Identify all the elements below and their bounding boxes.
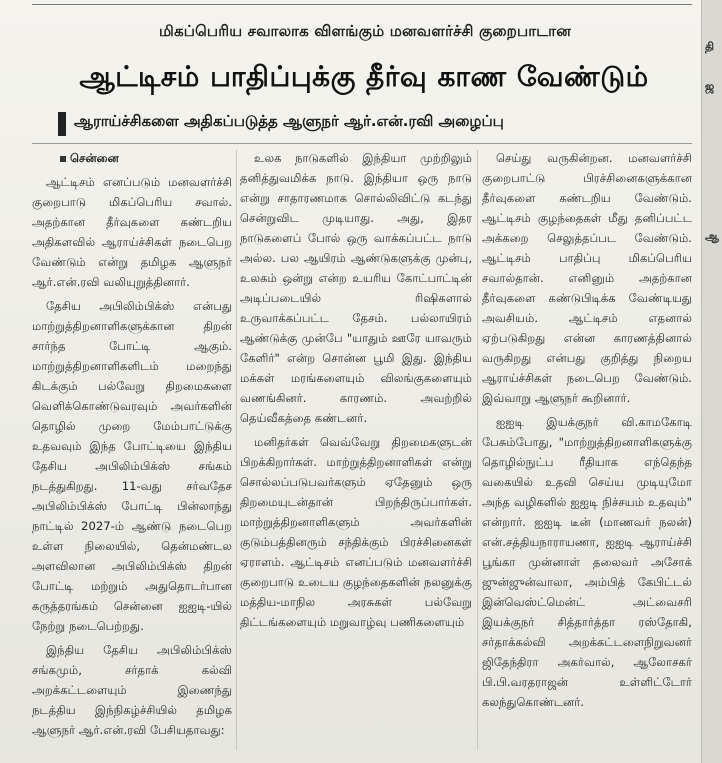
dateline: சென்னை (46, 148, 119, 168)
column-3 (482, 148, 692, 712)
paragraph: இந்திய தேசிய அபிலிம்பிக்ஸ் சங்கமும், சர்தாக் கல்வி அறக்கட்டளையும் இணைந்து நடத்திய இந்நிகழ்ச்சியில் தமிழக ஆளுநர் ஆர்.என்.ரவி பேசியதாவது: (32, 643, 232, 737)
column-1 (32, 148, 232, 740)
paragraph: செய்து வருகின்றன. மனவளர்ச்சி குறைபாட்டு பிரச்சினைகளுக்கான தீர்வுகளை கண்டறிய வேண்டும். ஆட்டிசம் குழந்தைகள் மீது தனிப்பட்ட அக்கறை செலுத்தப்பட வேண்டும். ஆட்டிசம் பாதிப்பு மிகப்பெரிய சவால்தான். எனினும் அதற்கான தீர்வுகளை கண்டுபிடிக்க வேண்டியது அவசியம். ஆட்டிசம் எதனால் ஏற்படுகிறது என்ன காரணத்தினால் வருகிறது என்பது குறித்து நிறைய ஆராய்ச்சிகள் நடைபெற வேண்டும். இவ்வாறு ஆளுநர் கூறினார். (482, 151, 692, 405)
subheadline: ஆராய்ச்சிகளை அதிகப்படுத்த ஆளுநர் ஆர்.என்.ரவி அழைப்பு (74, 112, 504, 130)
top-rule (32, 4, 692, 5)
column-divider (477, 150, 478, 750)
paragraph: ஐஐடி இயக்குநர் வி.காமகோடி பேசும்போது, "மாற்றுத்திறனாளிகளுக்கு தொழில்நுட்ப ரீதியாக எந்தெந்த வகையில் உதவி செய்ய முடியுமோ அந்த வழிகளில் ஐஐடி நிச்சயம் உதவும்" என்றார். ஐஐடி டீன் (மாணவர் நலன்) என்.சத்தியநாராயணா, ஐஐடி ஆராய்ச்சி பூங்கா முன்னாள் தலைவர் அசோக் ஜுன்ஜுன்வாலா, அம்பித் கேபிட்டல் இன்வெஸ்ட்மென்ட் அட்வைசரி இயக்குநர் சித்தார்த்தா ரஸ்தோகி, சர்தாக்கல்வி அறக்கட்டளைநிறுவனர் ஜிதேந்திரா அகர்வால், ஆலோசகர் பி.பி.வரதராஜன் உள்ளிட்டோர் கலந்துகொண்டனர். (482, 415, 692, 709)
header-rule (32, 143, 692, 144)
adjacent-fragment: ஆ (705, 230, 719, 243)
paragraph: மனிதர்கள் வெவ்வேறு திறமைகளுடன் பிறக்கிறார்கள். மாற்றுத்திறனாளிகள் என்று சொல்லப்படுபவர்களும் ஏதேனும் ஒரு திறமையுடன்தான் பிறந்திருப்பார்கள். மாற்றுத்திறனாளிகளும் அவர்களின் குடும்பத்தினரும் சந்திக்கும் பிரச்சினைகள் ஏராளம். ஆட்டிசம் எனப்படும் மனவளர்ச்சி குறைபாடு உடைய குழந்தைகளின் நலனுக்கு மத்திய-மாநில அரசுகள் பல்வேறு திட்டங்களையும் மறுவாழ்வு பணிகளையும் (240, 435, 472, 629)
kicker: மிகப்பெரிய சவாலாக விளங்கும் மனவளர்ச்சி குறைபாடான (159, 22, 571, 40)
headline: ஆட்டிசம் பாதிப்புக்கு தீர்வு காண வேண்டும் (79, 60, 649, 93)
paragraph: ஆட்டிசம் எனப்படும் மனவளர்ச்சி குறைபாடு மிகப்பெரிய சவால். அதற்கான தீர்வுகளை கண்டறிய அதிகளவில் ஆராய்ச்சிகள் நடைபெற வேண்டும் என்று தமிழக ஆளுநர் ஆர்.என்.ரவி வலியுறுத்தினார். (32, 175, 232, 289)
paragraph: தேசிய அபிலிம்பிக்ஸ் என்பது மாற்றுத்திறனாளிகளுக்கான திறன் சார்ந்த போட்டி ஆகும். மாற்றுத்திறனாளிகளிடம் மறைந்து கிடக்கும் பல்வேறு திறமைகளை வெளிக்கொண்டுவரவும் அவர்களின் தொழில் முறை மேம்பாட்டுக்கு உதவவும் இந்த போட்டியை இந்திய தேசிய அபிலிம்பிக்ஸ் சங்கம் நடத்துகிறது. 11-வது சர்வதேச அபிலிம்பிக்ஸ் போட்டி பின்லாந்து நாட்டில் 2027-ம் ஆண்டு நடைபெற உள்ள நிலையில், தென்மண்டல அளவிலான அபிலிம்பிக்ஸ் திறன் போட்டி மற்றும் அதுதொடர்பான கருத்தரங்கம் சென்னை ஐஐடி-யில் நேற்று நடைபெற்றது. (32, 299, 232, 633)
adjacent-fragment: ஜ (705, 80, 715, 93)
column-divider (236, 150, 237, 750)
paragraph: உலக நாடுகளில் இந்தியா முற்றிலும் தனித்துவமிக்க நாடு. இந்தியா ஒரு நாடு என்று சாதாரணமாக சொல்லிவிட்டு கடந்து சென்றுவிட முடியாது. அது, இதர நாடுகளைப் போல் ஒரு வாக்கப்பட்ட நாடு அல்ல. பல ஆயிரம் ஆண்டுகளுக்கு முன்பு, உலகம் ஒன்று என்ற உயரிய கோட்பாட்டின் அடிப்படையில் ரிஷிகளால் உருவாக்கப்பட்ட தேசம். பல்லாயிரம் ஆண்டுக்கு முன்பே "யாதும் ஊரே யாவரும் கேளிர்" என்ற சொன்ன பூமி இது. இந்திய மக்கள் மரங்களையும் விலங்குகளையும் வணங்கினர். காரணம். அவற்றில் தெய்வீகத்தை கண்டனர். (240, 151, 472, 425)
adjacent-fragment: தி (705, 40, 715, 53)
adjacent-column-edge (701, 0, 722, 763)
subheadline-bar (58, 112, 66, 136)
column-2 (240, 148, 472, 632)
